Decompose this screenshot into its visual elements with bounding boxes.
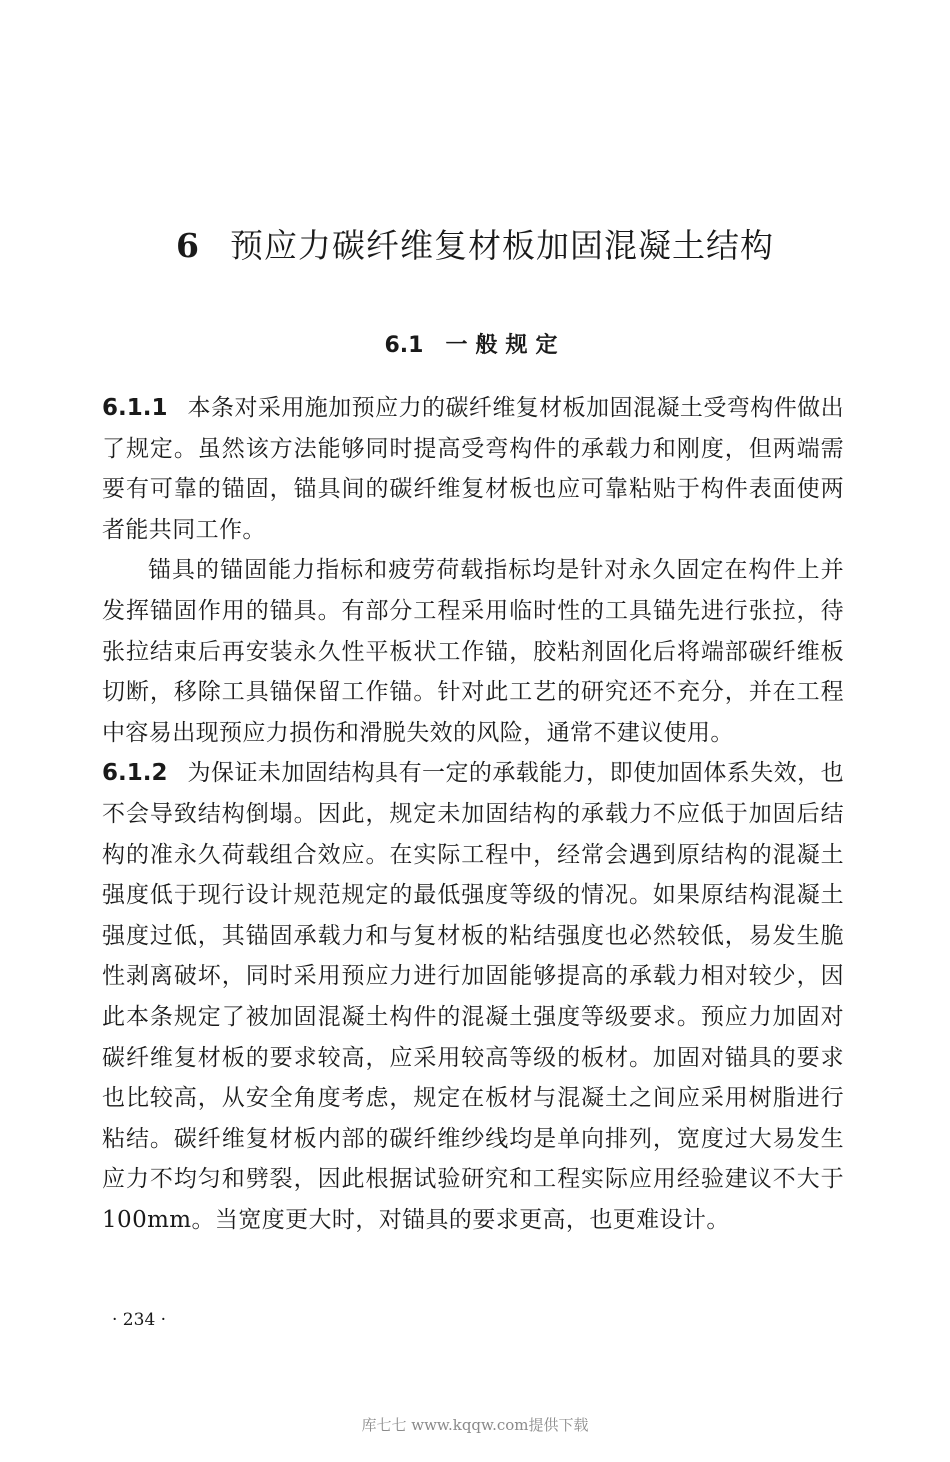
body-text	[102, 388, 844, 1240]
chapter-title-text: 预应力碳纤维复材板加固混凝土结构	[229, 226, 774, 265]
clause-number: 6.1.2	[102, 760, 168, 787]
clause-number: 6.1.1	[102, 395, 168, 421]
page-number: · 234 ·	[112, 1310, 167, 1330]
chapter-title	[0, 224, 950, 268]
clause-6-1-1	[102, 388, 844, 550]
watermark: 库七七 www.kqqw.com提供下载	[361, 1416, 589, 1434]
chapter-number: 6	[176, 226, 200, 265]
clause-text: 为保证未加固结构具有一定的承载能力，即使加固体系失效，也不会导致结构倒塌。因此，规定未加固结构的承载力不应低于加固后结构的准永久荷载组合效应。在实际工程中，经常会遇到原结构的混凝土强度低于现行设计规范规定的最低强度等级的情况。如果原结构混凝土强度过低，其锚固承载力和与复材板的粘结强度也必然较低，易发生脆性剥离破坏，同时采用预应力进行加固能够提高的承载力相对较少，因此本条规定了被加固混凝土构件的混凝土强度等级要求。预应力加固对碳纤维复材板的要求较高，应采用较高等级的板材。加固对锚具的要求也比较高，从安全角度考虑，规定在板材与混凝土之间应采用树脂进行粘结。碳纤维复材板内部的碳纤维纱线均是单向排列，宽度过大易发生应力不均匀和劈裂，因此根据试验研究和工程实际应用经验建议不大于100mm。当宽度更大时，对锚具的要求更高，也更难设计。	[102, 760, 844, 1233]
section-number: 6.1	[384, 333, 424, 358]
clause-text: 本条对采用施加预应力的碳纤维复材板加固混凝土受弯构件做出了规定。虽然该方法能够同时提高受弯构件的承载力和刚度，但两端需要有可靠的锚固，锚具间的碳纤维复材板也应可靠粘贴于构件表面使两者能共同工作。	[102, 395, 844, 543]
section-title-text: 一般规定	[445, 333, 566, 358]
clause-6-1-2	[102, 753, 844, 1240]
clause-6-1-1-continuation: 锚具的锚固能力指标和疲劳荷载指标均是针对永久固定在构件上并发挥锚固作用的锚具。有部分工程采用临时性的工具锚先进行张拉，待张拉结束后再安装永久性平板状工作锚，胶粘剂固化后将端部碳纤维板切断，移除工具锚保留工作锚。针对此工艺的研究还不充分，并在工程中容易出现预应力损伤和滑脱失效的风险，通常不建议使用。	[102, 557, 844, 746]
section-title	[0, 330, 950, 362]
